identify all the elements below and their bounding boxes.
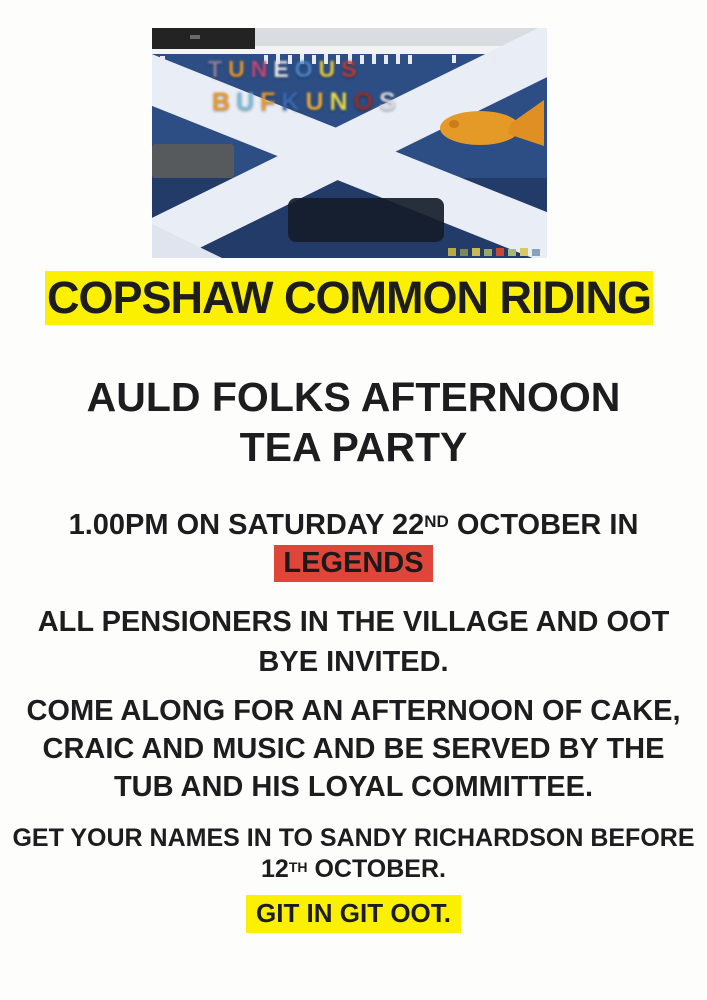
magnet-letter: O bbox=[353, 88, 376, 116]
left-blob bbox=[152, 144, 234, 178]
event-headline-line1: AULD FOLKS AFTERNOON bbox=[86, 374, 621, 420]
footer-slogan-highlight: GIT IN GIT OOT. bbox=[246, 895, 461, 933]
magnet-letter: S bbox=[379, 88, 398, 116]
event-headline-line2: TEA PARTY bbox=[239, 424, 468, 470]
event-datetime: 1.00PM ON SATURDAY 22ND OCTOBER IN bbox=[68, 509, 639, 541]
page-title: COPSHAW COMMON RIDING bbox=[47, 272, 651, 323]
footer-slogan-line bbox=[0, 895, 707, 933]
magnet-letter: T bbox=[208, 56, 225, 82]
rsvp-line1: GET YOUR NAMES IN TO SANDY RICHARDSON BEFORE bbox=[12, 824, 695, 852]
event-venue-line bbox=[0, 545, 707, 582]
magnet-letters-row1 bbox=[208, 56, 359, 83]
ordinal-superscript: TH bbox=[288, 859, 308, 875]
invitation-text bbox=[0, 602, 707, 682]
magnet-letter: U bbox=[228, 56, 247, 82]
magnet-letter: U bbox=[236, 88, 257, 116]
flag-photo bbox=[152, 28, 547, 258]
magnet-letter: S bbox=[341, 56, 359, 82]
event-details-line2: CRAIC AND MUSIC AND BE SERVED BY THE bbox=[42, 733, 665, 765]
ordinal-superscript: ND bbox=[424, 512, 449, 531]
magnet-letters-row2 bbox=[212, 88, 398, 117]
magnet-letter: U bbox=[318, 56, 338, 82]
magnet-letter: U bbox=[305, 88, 326, 116]
magnet-letter: N bbox=[250, 56, 270, 82]
title-highlight-bar bbox=[45, 271, 653, 325]
magnet-letter: N bbox=[329, 88, 350, 116]
event-details-line1: COME ALONG FOR AN AFTERNOON OF CAKE, bbox=[26, 695, 681, 727]
magnet-letter: B bbox=[212, 88, 233, 116]
dark-bar bbox=[152, 28, 255, 49]
invitation-line2: BYE INVITED. bbox=[258, 646, 449, 678]
magnet-letter: F bbox=[260, 88, 278, 116]
invitation-line1: ALL PENSIONERS IN THE VILLAGE AND OOT bbox=[37, 606, 670, 638]
event-when bbox=[0, 508, 707, 582]
magnet-letter: E bbox=[273, 56, 291, 82]
venue-highlight: LEGENDS bbox=[274, 545, 432, 582]
magnet-letter: O bbox=[294, 56, 315, 82]
event-details-line3: TUB AND HIS LOYAL COMMITTEE. bbox=[113, 771, 594, 803]
event-details bbox=[0, 692, 707, 806]
magnet-letter: K bbox=[281, 88, 302, 116]
event-headline bbox=[0, 372, 707, 472]
rsvp-text bbox=[0, 823, 707, 885]
bottom-blob bbox=[288, 198, 444, 242]
rsvp-line2: 12TH OCTOBER. bbox=[261, 855, 446, 883]
